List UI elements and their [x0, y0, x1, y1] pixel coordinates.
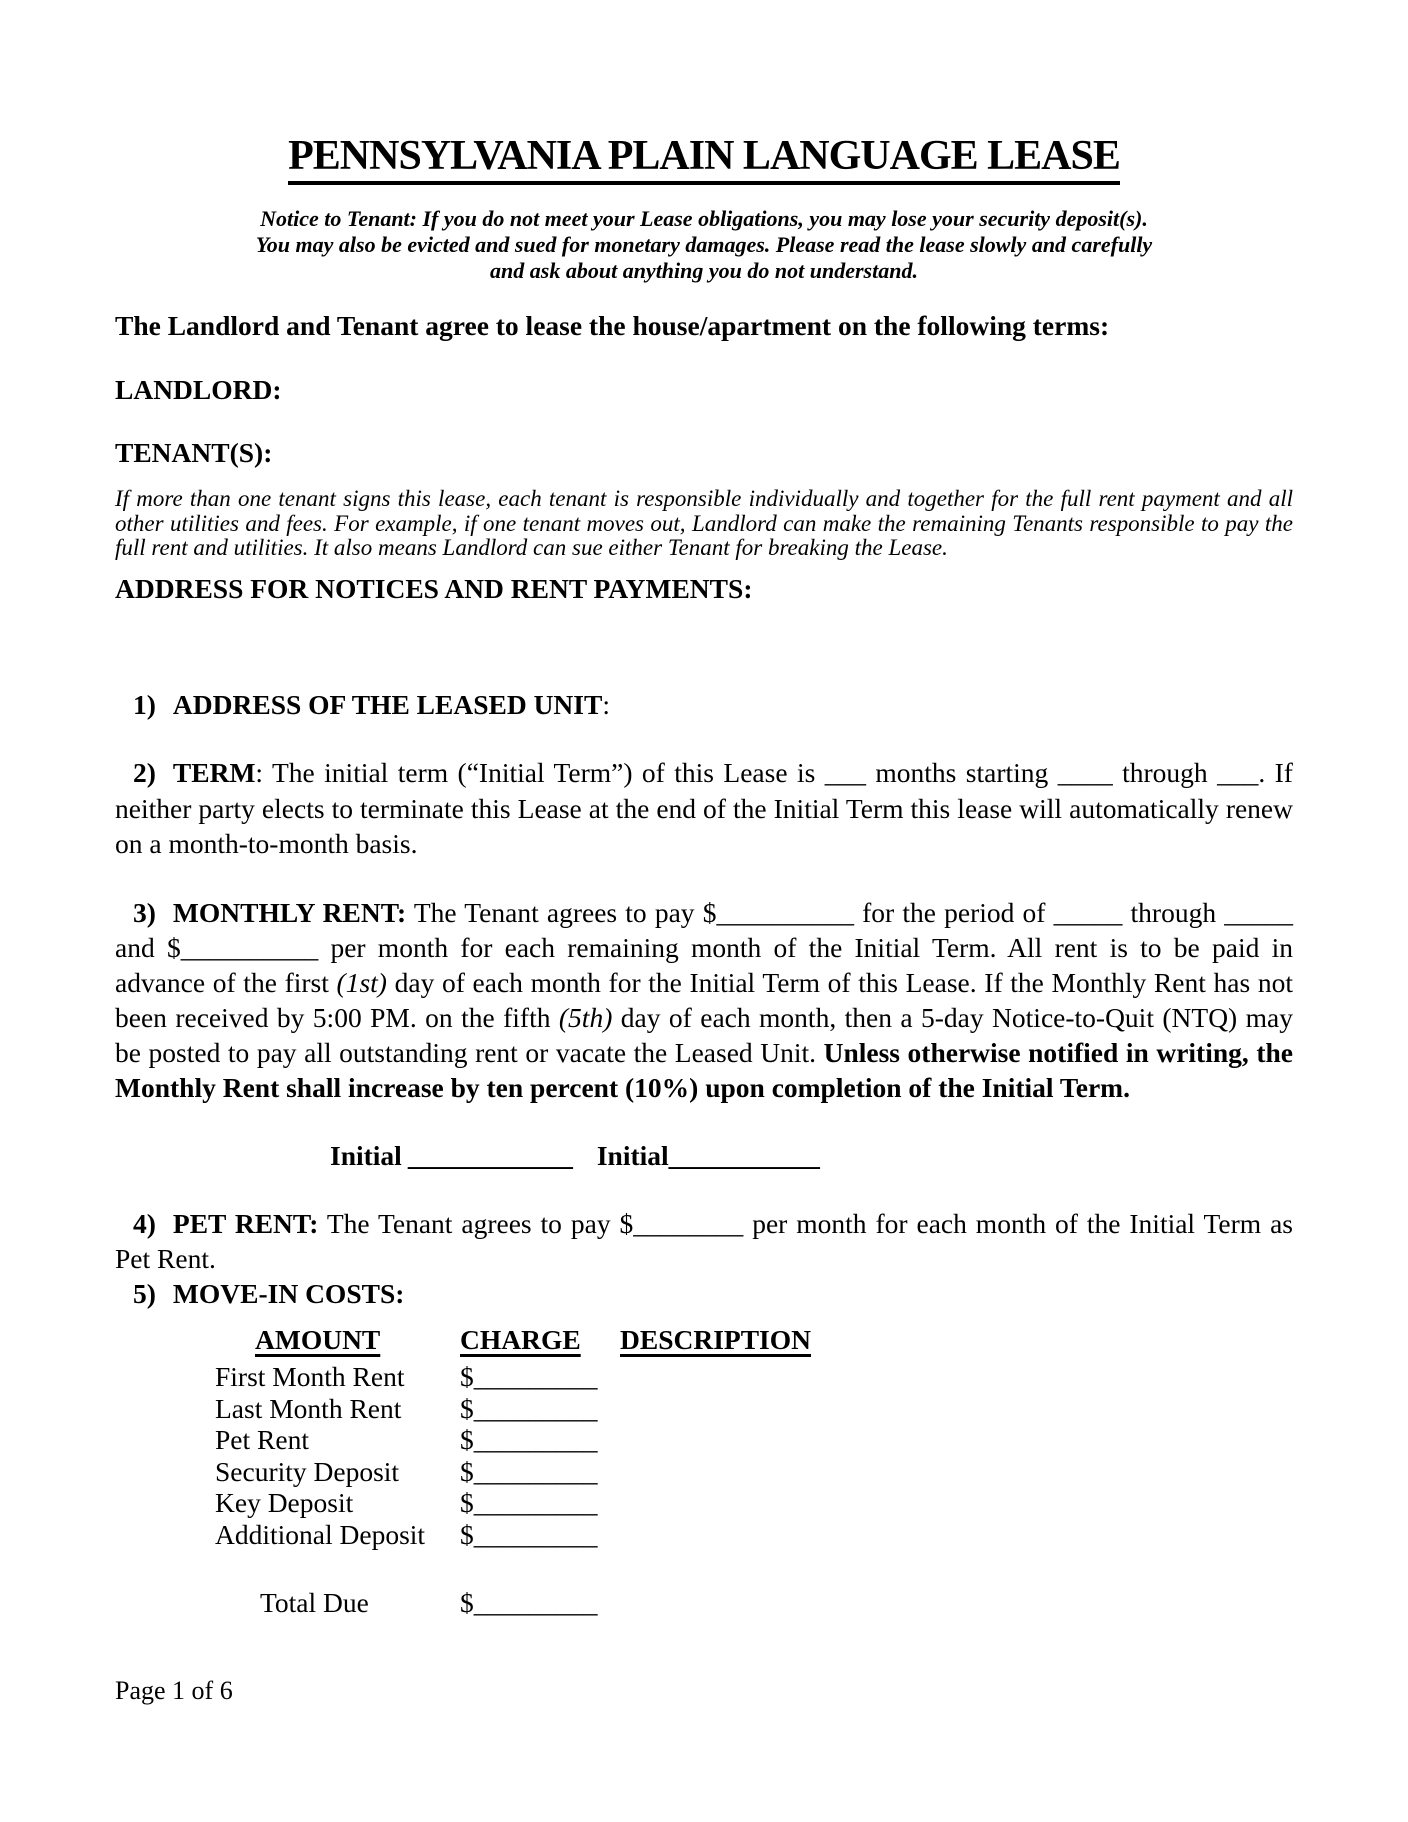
rent-body: through: [1122, 897, 1225, 928]
rent-period-to-blank[interactable]: _____: [1224, 897, 1293, 928]
pet-rent-body: per month for each month of the Initial Term as Pet Rent.: [115, 1208, 1293, 1274]
rent-body: day of each month, then a 5-day Notice-to-Quit (NTQ) may be posted to pay all outstanding rent or vacate the Leased Unit.: [115, 1002, 1293, 1068]
row-label-security-deposit: Security Deposit: [215, 1455, 400, 1487]
spacer: [115, 1361, 215, 1393]
section-number: 2): [133, 757, 156, 788]
row-label-additional-deposit: Additional Deposit: [215, 1518, 426, 1550]
description-cell: [620, 1456, 1293, 1488]
section-colon: :: [602, 689, 610, 720]
description-cell: [620, 1424, 1293, 1456]
tenant-notice-line: You may also be evicted and sued for monetary damages. Please read the lease slowly and carefully: [255, 232, 1153, 257]
move-in-table-body: [115, 1361, 1293, 1550]
charge-blank-key-deposit[interactable]: $_________: [460, 1487, 598, 1518]
initial-label-1: Initial: [330, 1140, 402, 1171]
tenant-notice: [115, 206, 1293, 284]
rent-body: day of each month for the Initial Term of this Lease. If the Monthly Rent has not been received by 5:00 PM. on the fifth: [115, 967, 1293, 1033]
section-move-in-costs: [115, 1276, 1293, 1311]
rent-ordinal-1st: (1st): [336, 967, 387, 998]
total-due-label: Total Due: [260, 1587, 369, 1618]
section-number: 3): [133, 897, 156, 928]
description-cell: [620, 1487, 1293, 1519]
initial-blank-1[interactable]: ____________: [407, 1140, 573, 1171]
total-due-blank[interactable]: $_________: [460, 1587, 598, 1618]
section-heading: MONTHLY RENT:: [172, 897, 407, 928]
move-in-table-total-row: [115, 1587, 1293, 1619]
pet-rent-amount-blank[interactable]: $________: [619, 1208, 744, 1239]
column-header-charge: CHARGE: [460, 1324, 581, 1355]
term-body-mid1: months starting: [865, 757, 1058, 788]
title-block: [115, 133, 1293, 185]
rent-body: and: [115, 932, 167, 963]
rent-body: The Tenant agrees to pay: [406, 897, 703, 928]
address-for-notices-heading: [115, 572, 1293, 606]
rent-ordinal-5th: (5th): [558, 1002, 613, 1033]
spacer: [115, 1393, 215, 1425]
section-pet-rent: [115, 1206, 1293, 1276]
term-months-blank[interactable]: ___: [824, 757, 866, 788]
term-end-date-blank[interactable]: ___: [1217, 757, 1259, 788]
charge-blank-pet-rent[interactable]: $_________: [460, 1424, 598, 1455]
term-body-mid2: through: [1112, 757, 1218, 788]
rent-amount-blank-2[interactable]: $__________: [166, 932, 319, 963]
term-start-date-blank[interactable]: ____: [1057, 757, 1113, 788]
section-monthly-rent: [115, 895, 1293, 1105]
rent-period-from-blank[interactable]: _____: [1053, 897, 1123, 928]
column-header-description: DESCRIPTION: [620, 1324, 812, 1355]
spacer: [115, 1324, 215, 1356]
spacer: [115, 1424, 215, 1456]
term-body-rest: . If neither party elects to terminate this Lease at the end of the Initial Term this lease will automatically renew on a month-to-month basis.: [115, 757, 1293, 859]
section-term: [115, 755, 1293, 862]
tenant-notice-line: Notice to Tenant: If you do not meet your Lease obligations, you may lose your security deposit(s).: [260, 206, 1148, 231]
row-label-first-month-rent: First Month Rent: [215, 1361, 405, 1392]
address-for-notices-colon: :: [743, 573, 753, 604]
row-label-last-month-rent: Last Month Rent: [215, 1392, 402, 1424]
charge-blank-first-month-rent[interactable]: $_________: [460, 1361, 598, 1392]
spacer: [115, 1519, 215, 1551]
move-in-table-header: [115, 1324, 1293, 1356]
description-cell: [620, 1519, 1293, 1551]
section-heading: ADDRESS OF THE LEASED UNIT: [172, 689, 603, 720]
rent-increase-clause: Unless otherwise notified in writing, the Monthly Rent shall increase by ten percent (10%) upon completion of the Initial Term.: [115, 1037, 1293, 1103]
landlord-label: LANDLORD:: [115, 374, 282, 405]
description-cell: [620, 1361, 1293, 1393]
rent-body: per month for each remaining month of the Initial Term. All rent is to be paid in advance of the first: [115, 932, 1293, 998]
term-body-start: : The initial term (“Initial Term”) of this Lease is: [255, 757, 825, 788]
agreement-line: The Landlord and Tenant agree to lease the house/apartment on the following terms:: [115, 310, 1110, 341]
column-header-amount: AMOUNT: [255, 1324, 381, 1355]
section-heading: MOVE-IN COSTS:: [172, 1278, 405, 1309]
pet-rent-body: The Tenant agrees to pay: [318, 1208, 620, 1239]
charge-blank-additional-deposit[interactable]: $_________: [460, 1518, 598, 1550]
description-cell: [620, 1587, 1293, 1619]
section-number: 5): [133, 1278, 156, 1309]
joint-liability-note: If more than one tenant signs this lease, each tenant is responsible individually and together for the full rent payment and all other utilities and fees. For example, if one tenant moves out, Landlord can make the remaining Tenants responsible to pay the full rent and utilities. It also means Landlord can sue either Tenant for breaking the Lease.: [115, 486, 1293, 560]
rent-body: for the period of: [853, 897, 1054, 928]
page-number: Page 1 of 6: [115, 1676, 233, 1705]
initial-label-2: Initial: [596, 1140, 669, 1171]
section-number: 4): [133, 1208, 156, 1239]
charge-blank-last-month-rent[interactable]: $_________: [460, 1392, 598, 1424]
address-for-notices-label: ADDRESS FOR NOTICES AND RENT PAYMENTS: [115, 573, 744, 604]
charge-blank-security-deposit[interactable]: $_________: [460, 1455, 598, 1487]
section-heading: PET RENT:: [172, 1208, 319, 1239]
spacer: [115, 1456, 215, 1488]
spacer: [115, 1487, 215, 1519]
page-title: PENNSYLVANIA PLAIN LANGUAGE LEASE: [288, 133, 1120, 185]
section-heading: TERM: [172, 757, 256, 788]
initial-blank-2[interactable]: ___________: [668, 1140, 820, 1171]
spacer: [115, 1587, 215, 1619]
rent-amount-blank-1[interactable]: $__________: [702, 897, 854, 928]
row-label-key-deposit: Key Deposit: [215, 1487, 354, 1518]
description-cell: [620, 1393, 1293, 1425]
section-leased-unit: [115, 687, 1293, 722]
tenants-label: TENANT(S):: [115, 437, 273, 468]
tenant-notice-line: and ask about anything you do not understand.: [490, 258, 918, 283]
section-number: 1): [133, 689, 156, 720]
initials-line: [330, 1139, 820, 1173]
row-label-pet-rent: Pet Rent: [215, 1424, 309, 1455]
